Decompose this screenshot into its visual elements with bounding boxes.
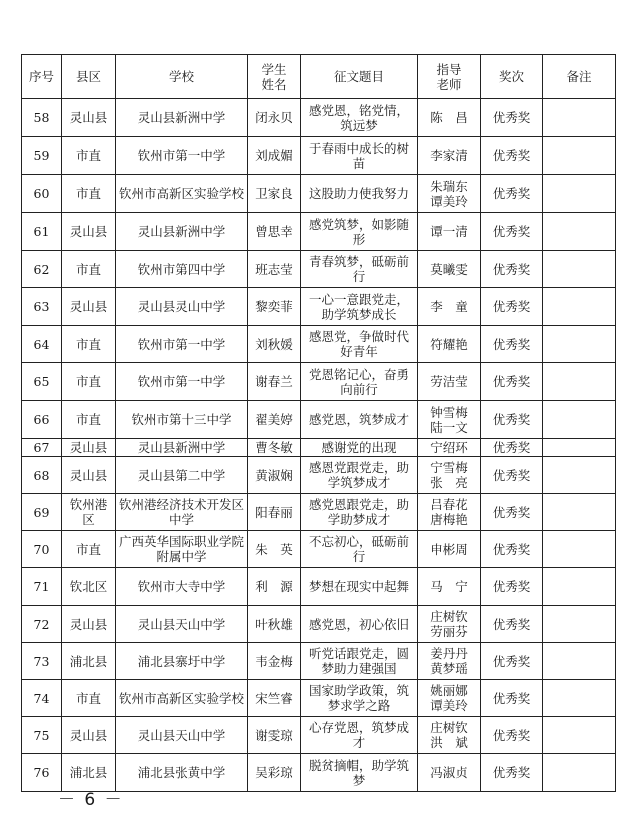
cell-county: 灵山县 [62,99,116,137]
cell-student: 刘秋媛 [248,326,301,363]
cell-school: 浦北县张黄中学 [116,754,248,792]
cell-title: 心存党恩，筑梦成才 [301,717,418,754]
cell-award: 优秀奖 [481,754,543,792]
cell-student: 翟美婷 [248,401,301,439]
cell-note [543,606,616,643]
page-number: － 6 － [58,790,124,810]
cell-award: 优秀奖 [481,363,543,401]
cell-title: 听党话跟党走，圆梦助力建强国 [301,643,418,680]
cell-note [543,531,616,568]
cell-teacher: 马 宁 [418,568,481,606]
cell-teacher: 钟雪梅 陆一文 [418,401,481,439]
cell-award: 优秀奖 [481,568,543,606]
cell-award: 优秀奖 [481,137,543,175]
table-row [22,457,616,494]
cell-student: 叶秋雄 [248,606,301,643]
table-row [22,494,616,531]
cell-county: 浦北县 [62,754,116,792]
cell-student: 吴彩琼 [248,754,301,792]
table-row [22,439,616,457]
cell-county: 灵山县 [62,288,116,326]
cell-note [543,99,616,137]
cell-no: 67 [22,439,62,457]
cell-no: 68 [22,457,62,494]
cell-award: 优秀奖 [481,99,543,137]
cell-note [543,643,616,680]
table-header-row [22,55,616,99]
cell-teacher: 李 童 [418,288,481,326]
table-row [22,643,616,680]
cell-no: 74 [22,680,62,717]
cell-note [543,137,616,175]
cell-no: 59 [22,137,62,175]
cell-award: 优秀奖 [481,213,543,251]
cell-title: 这股助力使我努力 [301,175,418,213]
cell-no: 71 [22,568,62,606]
cell-no: 65 [22,363,62,401]
cell-title: 党恩铭记心，奋勇向前行 [301,363,418,401]
cell-award: 优秀奖 [481,680,543,717]
cell-no: 58 [22,99,62,137]
cell-school: 灵山县新洲中学 [116,213,248,251]
cell-school: 钦州市高新区实验学校 [116,680,248,717]
cell-student: 韦金梅 [248,643,301,680]
cell-note [543,568,616,606]
cell-note [543,680,616,717]
table-row [22,137,616,175]
cell-county: 灵山县 [62,439,116,457]
cell-no: 72 [22,606,62,643]
cell-student: 黎奕菲 [248,288,301,326]
cell-teacher: 姚丽娜 谭美玲 [418,680,481,717]
cell-title: 感党筑梦，如影随形 [301,213,418,251]
cell-note [543,754,616,792]
cell-school: 钦州市第一中学 [116,137,248,175]
cell-award: 优秀奖 [481,326,543,363]
cell-no: 73 [22,643,62,680]
cell-teacher: 莫曦雯 [418,251,481,288]
cell-county: 灵山县 [62,717,116,754]
table-row [22,680,616,717]
header-cell: 征文题目 [301,55,418,99]
cell-no: 60 [22,175,62,213]
cell-county: 灵山县 [62,606,116,643]
cell-school: 灵山县新洲中学 [116,439,248,457]
cell-county: 灵山县 [62,213,116,251]
header-cell: 指导 老师 [418,55,481,99]
cell-student: 班志莹 [248,251,301,288]
cell-county: 市直 [62,175,116,213]
cell-school: 广西英华国际职业学院附属中学 [116,531,248,568]
cell-award: 优秀奖 [481,717,543,754]
cell-title: 不忘初心，砥砺前行 [301,531,418,568]
table-row [22,568,616,606]
cell-no: 62 [22,251,62,288]
cell-title: 青春筑梦，砥砺前行 [301,251,418,288]
cell-title: 于春雨中成长的树苗 [301,137,418,175]
cell-student: 朱 英 [248,531,301,568]
cell-teacher: 申彬周 [418,531,481,568]
cell-title: 感党恩，铭党情，筑远梦 [301,99,418,137]
cell-teacher: 劳洁莹 [418,363,481,401]
cell-note [543,175,616,213]
cell-title: 感党恩，初心依旧 [301,606,418,643]
cell-award: 优秀奖 [481,457,543,494]
cell-note [543,717,616,754]
awards-table [21,54,616,792]
cell-student: 卫家良 [248,175,301,213]
cell-county: 市直 [62,401,116,439]
cell-school: 钦州市第四中学 [116,251,248,288]
cell-title: 国家助学政策，筑梦求学之路 [301,680,418,717]
cell-school: 钦州市第十三中学 [116,401,248,439]
cell-teacher: 李家清 [418,137,481,175]
table-row [22,175,616,213]
cell-student: 谢雯琼 [248,717,301,754]
cell-award: 优秀奖 [481,643,543,680]
cell-title: 感恩党跟党走，助学筑梦成才 [301,457,418,494]
cell-student: 利 源 [248,568,301,606]
cell-school: 灵山县灵山中学 [116,288,248,326]
cell-school: 钦州市大寺中学 [116,568,248,606]
cell-no: 63 [22,288,62,326]
table-row [22,213,616,251]
table-row [22,251,616,288]
cell-title: 感党恩跟党走，助学助梦成才 [301,494,418,531]
cell-teacher: 朱瑞东 谭美玲 [418,175,481,213]
cell-award: 优秀奖 [481,531,543,568]
cell-award: 优秀奖 [481,439,543,457]
cell-title: 感谢党的出现 [301,439,418,457]
cell-note [543,439,616,457]
cell-county: 钦州港区 [62,494,116,531]
cell-teacher: 谭一清 [418,213,481,251]
header-cell: 备注 [543,55,616,99]
cell-no: 76 [22,754,62,792]
cell-note [543,326,616,363]
cell-county: 市直 [62,680,116,717]
cell-award: 优秀奖 [481,175,543,213]
cell-teacher: 宁绍环 [418,439,481,457]
table-row [22,606,616,643]
cell-student: 阳春丽 [248,494,301,531]
cell-county: 市直 [62,137,116,175]
cell-county: 市直 [62,251,116,288]
cell-note [543,401,616,439]
cell-school: 钦州市高新区实验学校 [116,175,248,213]
cell-teacher: 庄树钦 劳丽芬 [418,606,481,643]
cell-student: 曾思幸 [248,213,301,251]
cell-no: 69 [22,494,62,531]
cell-note [543,363,616,401]
table-row [22,363,616,401]
cell-school: 钦州港经济技术开发区中学 [116,494,248,531]
header-cell: 奖次 [481,55,543,99]
cell-no: 70 [22,531,62,568]
cell-school: 钦州市第一中学 [116,326,248,363]
cell-title: 感党恩，筑梦成才 [301,401,418,439]
cell-school: 灵山县天山中学 [116,717,248,754]
cell-award: 优秀奖 [481,401,543,439]
cell-note [543,457,616,494]
table-row [22,401,616,439]
cell-school: 灵山县第二中学 [116,457,248,494]
cell-student: 宋竺睿 [248,680,301,717]
cell-note [543,494,616,531]
cell-county: 灵山县 [62,457,116,494]
cell-teacher: 冯淑贞 [418,754,481,792]
cell-title: 感恩党，争做时代好青年 [301,326,418,363]
header-cell: 县区 [62,55,116,99]
header-cell: 学校 [116,55,248,99]
cell-county: 市直 [62,363,116,401]
cell-student: 闭永贝 [248,99,301,137]
cell-no: 66 [22,401,62,439]
cell-teacher: 吕春花 唐梅艳 [418,494,481,531]
table-row [22,717,616,754]
table-row [22,326,616,363]
cell-student: 黄淑娴 [248,457,301,494]
cell-award: 优秀奖 [481,288,543,326]
cell-school: 钦州市第一中学 [116,363,248,401]
table-row [22,288,616,326]
cell-award: 优秀奖 [481,251,543,288]
header-cell: 序号 [22,55,62,99]
cell-school: 浦北县寨圩中学 [116,643,248,680]
cell-note [543,288,616,326]
cell-note [543,251,616,288]
cell-teacher: 宁雪梅 张 亮 [418,457,481,494]
cell-teacher: 庄树钦 洪 斌 [418,717,481,754]
cell-county: 市直 [62,531,116,568]
cell-teacher: 姜丹丹 黄梦瑶 [418,643,481,680]
cell-award: 优秀奖 [481,606,543,643]
table-body [22,99,616,792]
cell-no: 75 [22,717,62,754]
cell-county: 市直 [62,326,116,363]
cell-title: 脱贫摘帽，助学筑梦 [301,754,418,792]
cell-student: 刘成媚 [248,137,301,175]
cell-school: 灵山县新洲中学 [116,99,248,137]
cell-title: 一心一意跟党走，助学筑梦成长 [301,288,418,326]
header-cell: 学生 姓名 [248,55,301,99]
cell-teacher: 符耀艳 [418,326,481,363]
cell-county: 浦北县 [62,643,116,680]
cell-school: 灵山县天山中学 [116,606,248,643]
cell-county: 钦北区 [62,568,116,606]
cell-award: 优秀奖 [481,494,543,531]
cell-student: 曹冬敏 [248,439,301,457]
cell-note [543,213,616,251]
cell-teacher: 陈 昌 [418,99,481,137]
table-row [22,99,616,137]
cell-no: 64 [22,326,62,363]
cell-student: 谢春兰 [248,363,301,401]
cell-title: 梦想在现实中起舞 [301,568,418,606]
cell-no: 61 [22,213,62,251]
table-row [22,531,616,568]
